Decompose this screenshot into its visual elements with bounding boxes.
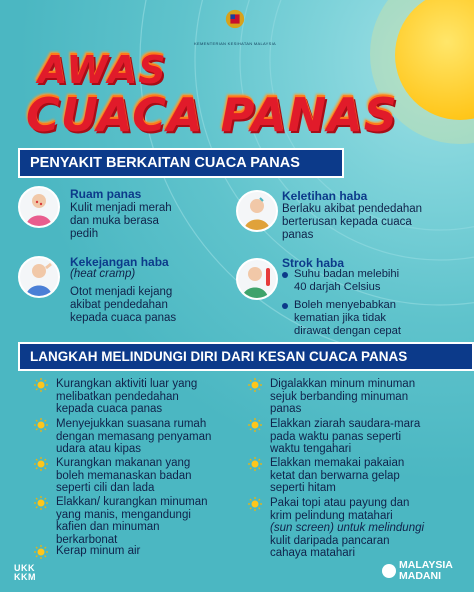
tip-line: seperti cili dan lada — [56, 482, 155, 494]
tip-line: panas — [270, 403, 302, 415]
tip-item — [248, 378, 463, 416]
tip-line: Kurangkan aktiviti luar yang — [56, 378, 198, 390]
tip-line: seperti hitam — [270, 482, 336, 494]
sun-bullet-icon — [248, 457, 262, 471]
cramp-subtitle — [70, 268, 135, 281]
madani-logo-line: MADANI — [399, 570, 441, 582]
ukk-logo-line: UKK — [14, 563, 35, 573]
tip-line: kulit daripada pancaran — [270, 534, 390, 547]
ukk-logo-line: KKM — [14, 572, 36, 582]
tip-item — [248, 497, 463, 560]
tip-line: Kurangkan makanan yang — [56, 457, 191, 469]
tip-line: kafien dan minuman — [56, 521, 160, 533]
tip-text — [270, 418, 420, 456]
tip-line: udara atau kipas — [56, 443, 142, 455]
stroke-avatar-icon — [236, 258, 278, 300]
cramp-avatar-icon — [18, 256, 60, 298]
cramp-desc-line: kepada cuaca panas — [70, 312, 177, 324]
tip-text — [56, 496, 208, 546]
tip-line: sejuk berbanding minuman — [270, 390, 409, 403]
tip-line: (sun screen) untuk melindungi — [270, 522, 425, 534]
tip-item — [34, 496, 239, 546]
exhaustion-desc-line: berterusan kepada cuaca — [282, 216, 412, 228]
tip-text — [270, 457, 404, 495]
section1-heading: PENYAKIT BERKAITAN CUACA PANAS — [18, 148, 344, 178]
tip-line: boleh memanaskan badan — [56, 469, 192, 482]
rash-desc-line: Kulit menjadi merah — [70, 202, 172, 214]
tip-line: Menyejukkan suasana rumah — [56, 418, 207, 430]
exhaustion-desc-line: panas — [282, 229, 314, 241]
sun-bullet-icon — [34, 457, 48, 471]
cramp-desc — [70, 286, 176, 325]
tip-line: melibatkan pendedahan — [56, 390, 179, 403]
tip-item — [248, 418, 463, 456]
malaysia-madani-logo — [382, 560, 453, 582]
stroke-bullet-line: 40 darjah Celsius — [294, 281, 381, 293]
tip-line: krim pelindung matahari — [270, 509, 393, 522]
madani-mark-icon — [382, 564, 396, 578]
stroke-bullet-line: kematian jika tidak — [294, 312, 387, 324]
rash-desc — [70, 202, 172, 241]
sun-bullet-icon — [34, 378, 48, 392]
stroke-bullet-line: dirawat dengan cepat — [294, 325, 401, 337]
exhaustion-title: Keletihan haba — [282, 189, 368, 203]
tip-text — [270, 378, 415, 416]
tip-item — [248, 457, 463, 495]
madani-logo-line: MALAYSIA — [399, 559, 453, 571]
section2-heading: LANGKAH MELINDUNGI DIRI DARI KESAN CUACA PANAS — [18, 342, 474, 371]
tip-item — [34, 418, 239, 456]
stroke-bullet-line: Suhu badan melebihi — [294, 268, 400, 280]
tip-text — [56, 457, 192, 495]
tip-line: kepada cuaca panas — [56, 403, 163, 415]
sun-bullet-icon — [248, 497, 262, 511]
rash-title: Ruam panas — [70, 187, 142, 201]
stroke-title: Strok haba — [282, 256, 345, 270]
tip-line: waktu tengahari — [270, 443, 352, 455]
rash-desc-line: dan muka berasa — [70, 215, 159, 227]
exhaustion-avatar-icon — [236, 190, 278, 232]
tip-text — [56, 378, 197, 416]
title-awas: AWAS — [38, 48, 167, 92]
cramp-desc-line: Otot menjadi kejang — [70, 286, 173, 298]
tip-line: Kerap minum air — [56, 545, 141, 557]
exhaustion-desc-line: Berlaku akibat pendedahan — [282, 203, 423, 215]
sun-bullet-icon — [248, 418, 262, 432]
ministry-name: KEMENTERIAN KESIHATAN MALAYSIA — [194, 41, 276, 46]
cramp-desc-line: akibat pendedahan — [70, 299, 168, 311]
sun-bullet-icon — [34, 418, 48, 432]
tip-line: Digalakkan minum minuman — [270, 378, 416, 390]
tip-item — [34, 457, 239, 495]
tip-line: cahaya matahari — [270, 547, 356, 559]
tip-item — [34, 378, 239, 416]
tip-line: dengan memasang penyaman — [56, 430, 212, 443]
stroke-bullets — [282, 268, 401, 343]
tip-line: Elakkan/ kurangkan minuman — [56, 496, 208, 508]
crest-icon — [224, 8, 246, 30]
bullet-dot-icon — [282, 272, 288, 278]
stroke-bullet-line: Boleh menyebabkan — [294, 299, 397, 311]
tip-line: berkarbonat — [56, 533, 118, 546]
tip-line: pada waktu panas seperti — [270, 430, 402, 443]
rash-avatar-icon — [18, 186, 60, 228]
rash-desc-line: pedih — [70, 228, 99, 240]
sun-bullet-icon — [34, 496, 48, 510]
title-cuaca-panas: CUACA PANAS — [26, 88, 398, 142]
bullet-dot-icon — [282, 303, 288, 309]
tip-text — [56, 545, 140, 558]
tip-line: Elakkan ziarah saudara-mara — [270, 418, 421, 430]
tip-text — [270, 497, 424, 560]
tip-text — [56, 418, 211, 456]
sun-bullet-icon — [34, 545, 48, 559]
tip-item — [34, 545, 239, 559]
ministry-header — [190, 8, 280, 46]
tip-line: Pakai topi atau payung dan — [270, 497, 410, 509]
tip-line: Elakkan memakai pakaian — [270, 457, 405, 469]
tip-line: ketat dan berwarna gelap — [270, 469, 400, 482]
cramp-subtitle-text: (heat cramp) — [70, 268, 136, 280]
stroke-bullet — [282, 299, 401, 338]
tip-line: yang manis, mengandungi — [56, 508, 191, 521]
exhaustion-desc — [282, 203, 422, 242]
cramp-title: Kekejangan haba — [70, 255, 169, 269]
sun-bullet-icon — [248, 378, 262, 392]
ukk-logo — [14, 564, 36, 582]
stroke-bullet — [282, 268, 401, 294]
